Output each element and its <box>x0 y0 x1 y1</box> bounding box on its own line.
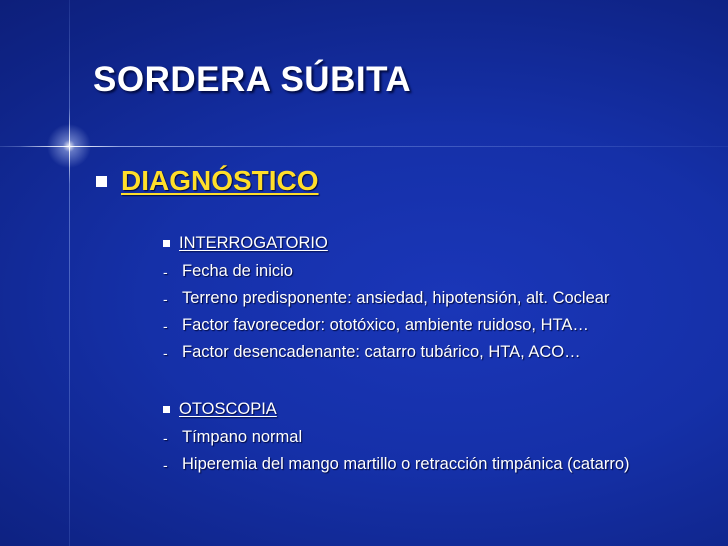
section-heading <box>96 165 319 197</box>
decorative-vertical-line <box>69 0 70 546</box>
dash-bullet-icon: - <box>163 344 168 361</box>
list-item <box>160 455 630 474</box>
list-item <box>160 316 589 335</box>
dash-bullet-icon: - <box>163 290 168 307</box>
list-item-text: Fecha de inicio <box>182 262 293 280</box>
list-item-text: Terreno predisponente: ansiedad, hipotensión, alt. Coclear <box>182 289 610 307</box>
group-heading-label: OTOSCOPIA <box>179 400 277 418</box>
square-bullet-icon <box>96 176 107 187</box>
list-item-text: Factor desencadenante: catarro tubárico, HTA, ACO… <box>182 343 581 361</box>
dash-bullet-icon: - <box>163 263 168 280</box>
group-heading-label: INTERROGATORIO <box>179 234 328 252</box>
list-item <box>160 289 609 308</box>
dash-bullet-icon: - <box>163 456 168 473</box>
square-bullet-icon <box>163 406 170 413</box>
dash-bullet-icon: - <box>163 317 168 334</box>
dash-bullet-icon: - <box>163 429 168 446</box>
list-item <box>160 262 293 281</box>
square-bullet-icon <box>163 240 170 247</box>
group-heading-interrogatorio <box>160 234 328 253</box>
slide-title: SORDERA SÚBITA <box>93 60 412 99</box>
list-item <box>160 343 581 362</box>
group-heading-otoscopia <box>160 400 277 419</box>
list-item <box>160 428 302 447</box>
section-label: DIAGNÓSTICO <box>121 165 319 196</box>
list-item-text: Factor favorecedor: ototóxico, ambiente ruidoso, HTA… <box>182 316 589 334</box>
list-item-text: Tímpano normal <box>182 428 303 446</box>
star-sparkle-horizontal <box>20 146 120 147</box>
list-item-text: Hiperemia del mango martillo o retracción timpánica (catarro) <box>182 455 630 473</box>
